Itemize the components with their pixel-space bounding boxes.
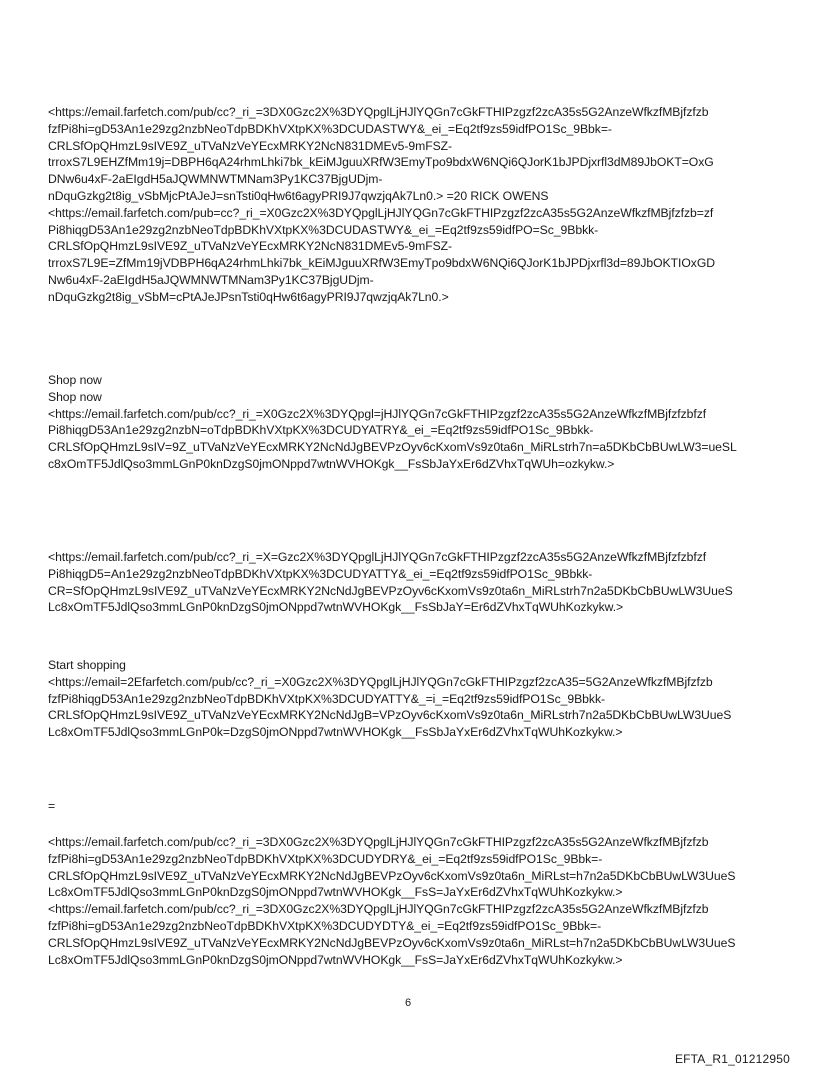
- page-number: 6: [404, 997, 412, 1009]
- text-line: Shop now: [48, 389, 102, 404]
- text-line: =: [48, 799, 56, 813]
- text-line: fzfPi8hi=gD53An1e29zg2nzbNeoTdpBDKhVXtpKX%3DCUDYDRY&_ei_=Eq2tf9zs59idfPO1Sc_9Bbk=-: [48, 851, 603, 866]
- text-line: CRLSfOpQHmzL9sIVE9Z_uTVaNzVeYEcxMRKY2NcN831DMEv5-9mFSZ-: [48, 138, 453, 153]
- text-line: CRLSfOpQHmzL9sIVE9Z_uTVaNzVeYEcxMRKY2NcNdJgBEVPzOyv6cKxomVs9z0ta6n_MiRLst=h7n2a5DKbCbBUwLW3UueS: [48, 935, 736, 950]
- text-line: CRLSfOpQHmzL9sIVE9Z_uTVaNzVeYEcxMRKY2NcNdJgBEVPzOyv6cKxomVs9z0ta6n_MiRLst=h7n2a5DKbCbBUwLW3UueS: [48, 868, 736, 883]
- text-line: <https://email.farfetch.com/pub/cc?_ri_=X0Gzc2X%3DYQpgl=jHJlYQGn7cGkFTHIPzgzf2zcA35s5G2AnzeWfkzfMBjfzfzbfzf: [48, 406, 707, 421]
- text-line: nDquGzkg2t8ig_vSbMjcPtAJeJ=snTsti0qHw6t6agyPRI9J7qwzjqAk7Ln0.> =20 RICK OWENS: [48, 188, 549, 203]
- text-line: CRLSfOpQHmzL9sIVE9Z_uTVaNzVeYEcxMRKY2NcN831DMEv5-9mFSZ-: [48, 239, 453, 254]
- text-line: Pi8hiqgD53An1e29zg2nzbN=oTdpBDKhVXtpKX%3DCUDYATRY&_ei_=Eq2tf9zs59idfPO1Sc_9Bbkk-: [48, 423, 594, 438]
- text-line: Lc8xOmTF5JdlQso3mmLGnP0knDzgS0jmONppd7wtnWVHOKgk__FsS=JaYxEr6dZVhxTqWUhKozkykw.>: [48, 885, 623, 900]
- text-line: Pi8hiqgD5=An1e29zg2nzbNeoTdpBDKhVXtpKX%3DCUDYATTY&_ei_=Eq2tf9zs59idfPO1Sc_9Bbkk-: [48, 566, 593, 581]
- text-line: <https://email.farfetch.com/pub/cc?_ri_=3DX0Gzc2X%3DYQpglLjHJlYQGn7cGkFTHIPzgzf2zcA35s5G2AnzeWfkzfMBjfzfzb: [48, 902, 709, 917]
- text-line: CR=SfOpQHmzL9sIVE9Z_uTVaNzVeYEcxMRKY2NcNdJgBEVPzOyv6cKxomVs9z0ta6n_MiRLstrh7n2a5DKbCbBUwLW3UueS: [48, 583, 733, 598]
- text-line: Lc8xOmTF5JdlQso3mmLGnP0knDzgS0jmONppd7wtnWVHOKgk__FsSbJaY=Er6dZVhxTqWUhKozkykw.>: [48, 600, 624, 615]
- text-line: Nw6u4xF-2aEIgdH5aJQWMNWTMNam3Py1KC37BjgUDjm-: [48, 272, 374, 287]
- shop-now-block: [48, 372, 778, 473]
- text-line: DNw6u4xF-2aEIgdH5aJQWMNWTMNam3Py1KC37BjgUDjm-: [48, 172, 383, 187]
- text-line: fzfPi8hi=gD53An1e29zg2nzbNeoTdpBDKhVXtpKX%3DCUDASTWY&_ei_=Eq2tf9zs59idfPO1Sc_9Bbk=-: [48, 121, 612, 136]
- text-line: <https://email.farfetch.com/pub=cc?_ri_=X0Gzc2X%3DYQpglLjHJlYQGn7cGkFTHIPzgzf2zcA35s5G2AnzeWfkzfMBjfzfzb=zf: [48, 205, 714, 220]
- equals-separator: [48, 798, 778, 815]
- text-line: fzfPi8hiqgD53An1e29zg2nzbNeoTdpBDKhVXtpKX%3DCUDYATTY&_=i_=Eq2tf9zs59idfPO1Sc_9Bbkk-: [48, 691, 606, 706]
- text-line: CRLSfOpQHmzL9sIVE9Z_uTVaNzVeYEcxMRKY2NcNdJgB=VPzOyv6cKxomVs9z0ta6n_MiRLstrh7n2a5DKbCbBUwLW3UueS: [48, 708, 732, 723]
- text-line: <https://email.farfetch.com/pub/cc?_ri_=X=Gzc2X%3DYQpglLjHJlYQGn7cGkFTHIPzgzf2zcA35s5G2AnzeWfkzfMBjfzfzbfzf: [48, 550, 707, 564]
- text-line: Lc8xOmTF5JdlQso3mmLGnP0knDzgS0jmONppd7wtnWVHOKgk__FsS=JaYxEr6dZVhxTqWUhKozkykw.>: [48, 952, 623, 967]
- email-link-block: [48, 549, 778, 616]
- text-line: <https://email.farfetch.com/pub/cc?_ri_=3DX0Gzc2X%3DYQpglLjHJlYQGn7cGkFTHIPzgzf2zcA35s5G2AnzeWfkzfMBjfzfzb: [48, 105, 709, 119]
- email-link-block-final: [48, 834, 778, 968]
- text-line: fzfPi8hi=gD53An1e29zg2nzbNeoTdpBDKhVXtpKX%3DCUDYDTY&_ei_=Eq2tf9zs59idfPO1Sc_9Bbk=-: [48, 918, 602, 933]
- text-line: Start shopping: [48, 658, 126, 672]
- text-line: Shop now: [48, 373, 102, 387]
- text-line: <https://email.farfetch.com/pub/cc?_ri_=3DX0Gzc2X%3DYQpglLjHJlYQGn7cGkFTHIPzgzf2zcA35s5G2AnzeWfkzfMBjfzfzb: [48, 835, 709, 849]
- text-line: nDquGzkg2t8ig_vSbM=cPtAJeJPsnTsti0qHw6t6agyPRI9J7qwzjqAk7Ln0.>: [48, 289, 449, 304]
- text-line: trroxS7L9EHZfMm19j=DBPH6qA24rhmLhki7bk_kEiMJguuXRfW3EmyTpo9bdxW6NQi6QJorK1bJPDjxrfl3dM89JbOKT=OxG: [48, 155, 714, 170]
- text-line: <https://email=2Efarfetch.com/pub/cc?_ri_=X0Gzc2X%3DYQpglLjHJlYQGn7cGkFTHIPzgzf2zcA35=5G2AnzeWfkzfMBjfzfzb: [48, 674, 713, 689]
- text-line: c8xOmTF5JdlQso3mmLGnP0knDzgS0jmONppd7wtnWVHOKgk__FsSbJaYxEr6dZVhxTqWUh=ozkykw.>: [48, 456, 615, 471]
- text-line: Lc8xOmTF5JdlQso3mmLGnP0k=DzgS0jmONppd7wtnWVHOKgk__FsSbJaYxEr6dZVhxTqWUhKozkykw.>: [48, 725, 623, 740]
- email-link-block-rick-owens: [48, 104, 778, 306]
- text-line: CRLSfOpQHmzL9sIV=9Z_uTVaNzVeYEcxMRKY2NcNdJgBEVPzOyv6cKxomVs9z0ta6n_MiRLstrh7n=a5DKbCbBUwLW3=ueSL: [48, 440, 737, 455]
- start-shopping-block: [48, 657, 778, 741]
- text-line: trroxS7L9E=ZfMm19jVDBPH6qA24rhmLhki7bk_kEiMJguuXRfW3EmyTpo9bdxW6NQi6QJorK1bJPDjxrfl3d=89JbOKTIOxGD: [48, 256, 716, 271]
- document-id: EFTA_R1_01212950: [674, 1052, 790, 1066]
- text-line: Pi8hiqgD53An1e29zg2nzbNeoTdpBDKhVXtpKX%3DCUDASTWY&_ei_=Eq2tf9zs59idfPO=Sc_9Bbkk-: [48, 222, 599, 237]
